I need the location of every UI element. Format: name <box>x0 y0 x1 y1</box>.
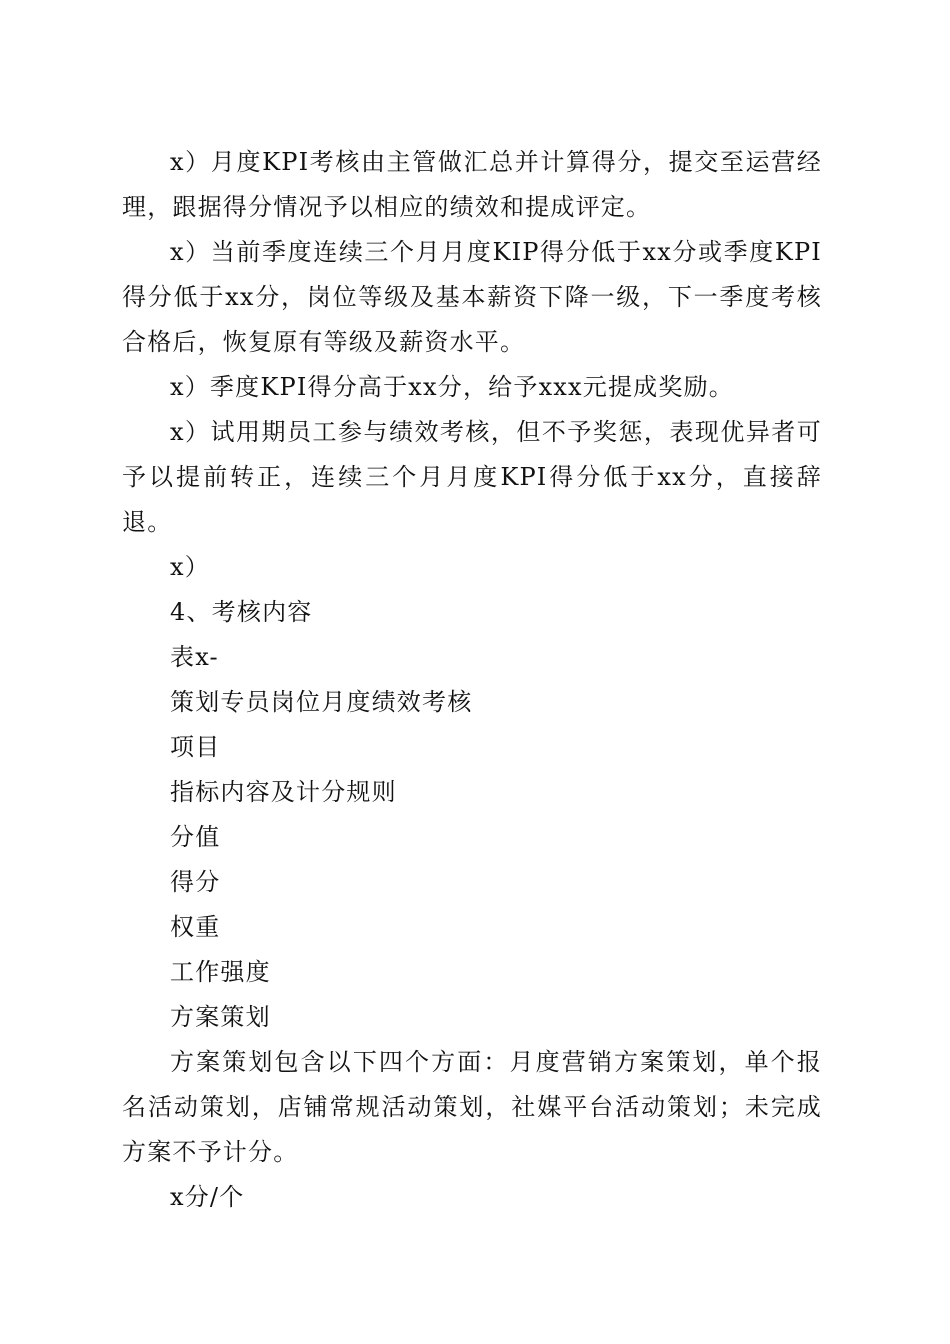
table-item-plan-description: 方案策划包含以下四个方面：月度营销方案策划，单个报名活动策划，店铺常规活动策划，社媒平台活动策划；未完成方案不予计分。 <box>122 1048 822 1166</box>
table-header-score: 得分 <box>170 868 221 896</box>
paragraph-monthly-kpi-review: x）月度KPI考核由主管做汇总并计算得分，提交至运营经理，跟据得分情况予以相应的绩效和提成评定。 <box>122 148 822 221</box>
table-header-indicator: 指标内容及计分规则 <box>170 778 397 806</box>
table-item-plan: 方案策划 <box>170 1003 271 1031</box>
table-number-label: 表x- <box>170 643 219 671</box>
table-title: 策划专员岗位月度绩效考核 <box>170 688 473 716</box>
table-header-score-value: 分值 <box>170 823 221 851</box>
paragraph-probation-rule: x）试用期员工参与绩效考核，但不予奖惩，表现优异者可予以提前转正，连续三个月月度KPI得分低于xx分，直接辞退。 <box>122 418 822 536</box>
table-header-item: 项目 <box>170 733 221 761</box>
table-header-weight: 权重 <box>170 913 221 941</box>
table-category-work-intensity: 工作强度 <box>170 958 271 986</box>
document-body <box>122 140 822 1220</box>
paragraph-empty-item: x） <box>170 553 210 581</box>
table-item-plan-score: x分/个 <box>170 1183 245 1211</box>
paragraph-quarterly-demotion-rule: x）当前季度连续三个月月度KIP得分低于xx分或季度KPI得分低于xx分，岗位等级及基本薪资下降一级，下一季度考核合格后，恢复原有等级及薪资水平。 <box>122 238 822 356</box>
section-heading-assessment-content: 4、考核内容 <box>170 598 313 626</box>
paragraph-quarterly-bonus-rule: x）季度KPI得分高于xx分，给予xxx元提成奖励。 <box>170 373 734 401</box>
